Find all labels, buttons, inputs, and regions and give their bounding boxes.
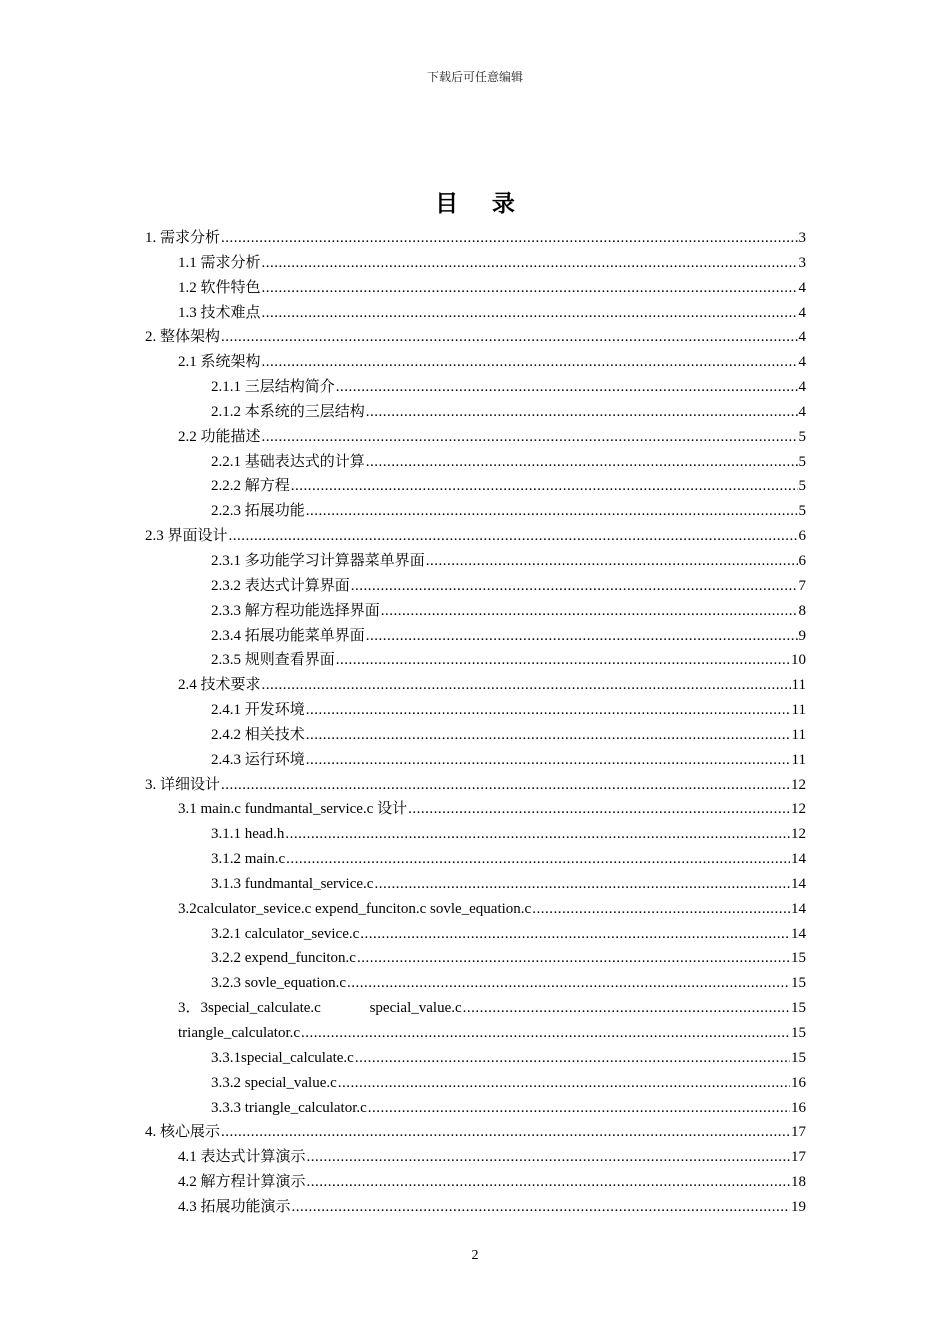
toc-entry-page: 19 [791,1198,806,1215]
toc-entry-page: 11 [791,702,806,719]
toc-entry-page: 11 [791,726,806,743]
toc-entry-page: 14 [791,851,806,868]
toc-entry[interactable] [145,524,806,549]
toc-entry[interactable] [145,922,806,947]
toc-entry[interactable] [145,624,806,649]
toc-leader-dots [306,748,791,773]
toc-entry[interactable] [145,748,806,773]
toc-entry[interactable] [145,1195,806,1220]
toc-leader-dots [532,897,790,922]
toc-entry-page: 6 [798,528,806,545]
toc-entry-title: 3.1.1 head.h [211,826,285,843]
toc-leader-dots [374,872,790,897]
toc-entry-page: 12 [791,826,806,843]
toc-entry-page: 4 [798,329,806,346]
toc-entry-title: 3.3.3 triangle_calculator.c [211,1099,367,1116]
toc-entry[interactable] [145,648,806,673]
toc-entry[interactable] [145,872,806,897]
toc-entry-page: 9 [798,627,806,644]
toc-entry-page: 15 [791,1000,806,1017]
toc-entry-title: 1.3 技术难点 [178,304,261,321]
toc-entry-page: 11 [791,751,806,768]
toc-leader-dots [262,276,798,301]
toc-leader-dots [262,251,798,276]
toc-entry-page: 12 [791,776,806,793]
toc-entry[interactable] [145,1096,806,1121]
toc-leader-dots [336,375,798,400]
toc-entry-title: 3．3special_calculate.c special_value.c [178,1000,462,1017]
toc-entry-title: 4.1 表达式计算演示 [178,1149,306,1166]
toc-entry[interactable] [145,1145,806,1170]
toc-entry-page: 5 [798,503,806,520]
toc-leader-dots [355,1046,790,1071]
toc-entry[interactable] [145,425,806,450]
toc-entry-title: 2.1.2 本系统的三层结构 [211,403,365,420]
toc-entry-page: 14 [791,900,806,917]
toc-leader-dots [366,624,798,649]
toc-entry-page: 4 [798,379,806,396]
page-number: 2 [471,1248,479,1263]
toc-entry-title: 2.3.5 规则查看界面 [211,652,335,669]
toc-leader-dots [368,1096,790,1121]
toc-leader-dots [381,599,798,624]
toc-entry-page: 6 [798,552,806,569]
toc-entry-page: 3 [798,254,806,271]
toc-entry[interactable] [145,599,806,624]
toc-entry-page: 4 [798,403,806,420]
toc-leader-dots [301,1021,790,1046]
toc-entry[interactable] [145,971,806,996]
toc-entry-title: 3. 详细设计 [145,776,221,793]
toc-entry-title: 1. 需求分析 [145,230,221,246]
toc-leader-dots [221,226,797,251]
toc-entry-page: 14 [791,925,806,942]
toc-entry[interactable] [145,400,806,425]
toc-entry[interactable] [145,499,806,524]
toc-entry-title: 2. 整体架构 [145,329,221,346]
toc-entry-page: 4 [798,304,806,321]
toc-entry-page: 11 [791,677,806,694]
toc-leader-dots [307,1145,790,1170]
toc-entry-page: 15 [791,950,806,967]
toc-entry[interactable] [145,1021,806,1046]
toc-leader-dots [286,847,790,872]
toc-entry[interactable] [145,474,806,499]
toc-leader-dots [221,1120,790,1145]
toc-entry-title: 3.2calculator_sevice.c expend_funciton.c sovle_equation.c [178,900,532,917]
toc-leader-dots [221,325,797,350]
toc-entry[interactable] [145,251,806,276]
toc-entry-page: 18 [791,1174,806,1191]
toc-entry[interactable] [145,797,806,822]
toc-entry-title: triangle_calculator.c [178,1025,301,1041]
toc-entry[interactable] [145,673,806,698]
toc-entry-title: 4.2 解方程计算演示 [178,1174,306,1191]
toc-entry[interactable] [145,301,806,326]
toc-entry[interactable] [145,276,806,301]
toc-entry[interactable] [145,350,806,375]
toc-entry-title: 2.3.1 多功能学习计算器菜单界面 [211,552,425,569]
toc-entry-page: 15 [791,1025,806,1041]
toc-leader-dots [357,946,790,971]
toc-leader-dots [221,773,790,798]
toc-entry-title: 2.4.1 开发环境 [211,702,305,719]
toc-entry-page: 16 [791,1074,806,1091]
toc-entry[interactable] [145,946,806,971]
toc-entry-page: 10 [791,652,806,669]
toc-entry[interactable] [145,1120,806,1145]
toc-entry[interactable] [145,698,806,723]
toc-entry-title: 2.4 技术要求 [178,677,261,694]
toc-leader-dots [366,450,798,475]
toc-entry-title: 4. 核心展示 [145,1124,221,1141]
toc-entry[interactable] [145,897,806,922]
toc-entry-title: 2.2 功能描述 [178,428,261,445]
toc-entry[interactable] [145,847,806,872]
toc-entry-page: 4 [798,354,806,371]
toc-entry-page: 8 [798,602,806,619]
toc-entry-title: 2.2.2 解方程 [211,478,290,495]
toc-entry-page: 5 [798,428,806,445]
toc-entry-title: 2.1 系统架构 [178,354,261,371]
toc-entry-title: 1.1 需求分析 [178,254,261,271]
toc-entry[interactable] [145,574,806,599]
toc-entry[interactable] [145,549,806,574]
table-of-contents [145,226,806,1220]
toc-entry-title: 3.1 main.c fundmantal_service.c 设计 [178,801,408,818]
toc-entry-page: 16 [791,1099,806,1116]
toc-entry[interactable] [145,822,806,847]
toc-entry-page: 5 [798,453,806,470]
toc-leader-dots [306,698,791,723]
toc-leader-dots [229,524,798,549]
toc-entry-title: 3.3.2 special_value.c [211,1074,337,1091]
toc-entry-title: 2.3.3 解方程功能选择界面 [211,602,380,619]
toc-entry-title: 2.3.2 表达式计算界面 [211,577,350,594]
toc-entry-title: 3.2.1 calculator_sevice.c [211,925,360,942]
toc-entry-title: 3.2.3 sovle_equation.c [211,975,346,992]
toc-leader-dots [463,996,790,1021]
toc-entry-title: 3.2.2 expend_funciton.c [211,950,356,967]
page-header: 下载后可任意编辑 [426,70,523,84]
toc-entry-page: 12 [791,801,806,818]
toc-leader-dots [338,1071,790,1096]
toc-entry[interactable] [145,375,806,400]
toc-entry-title: 4.3 拓展功能演示 [178,1198,291,1215]
toc-entry-title: 2.3.4 拓展功能菜单界面 [211,627,365,644]
toc-leader-dots [262,350,798,375]
toc-entry-title: 2.2.3 拓展功能 [211,503,305,520]
toc-leader-dots [360,922,790,947]
toc-leader-dots [426,549,798,574]
toc-entry-page: 17 [791,1124,806,1141]
toc-entry-title: 2.4.3 运行环境 [211,751,305,768]
toc-leader-dots [262,301,798,326]
toc-leader-dots [291,474,798,499]
toc-entry-page: 5 [798,478,806,495]
toc-entry[interactable] [145,723,806,748]
toc-leader-dots [347,971,790,996]
toc-entry[interactable] [145,450,806,475]
toc-entry-page: 4 [798,279,806,296]
toc-entry[interactable] [145,325,806,350]
toc-entry-page: 3 [798,230,806,246]
toc-entry-page: 15 [791,1049,806,1066]
toc-entry[interactable] [145,1046,806,1071]
toc-entry-title: 3.3.1special_calculate.c [211,1049,354,1066]
toc-entry-title: 3.1.2 main.c [211,851,286,868]
toc-entry[interactable] [145,1071,806,1096]
toc-leader-dots [366,400,798,425]
toc-leader-dots [262,673,791,698]
toc-entry-title: 1.2 软件特色 [178,279,261,296]
toc-leader-dots [351,574,798,599]
toc-entry-title: 2.4.2 相关技术 [211,726,305,743]
toc-entry-title: 3.1.3 fundmantal_service.c [211,875,374,892]
toc-entry-title: 2.1.1 三层结构简介 [211,379,335,396]
toc-leader-dots [285,822,790,847]
toc-entry-title: 2.2.1 基础表达式的计算 [211,453,365,470]
toc-entry-page: 15 [791,975,806,992]
toc-leader-dots [306,723,791,748]
toc-leader-dots [307,1170,790,1195]
toc-leader-dots [262,425,798,450]
toc-leader-dots [408,797,790,822]
toc-entry-page: 14 [791,875,806,892]
toc-title: 目 录 [435,191,529,216]
toc-entry[interactable] [145,226,806,251]
toc-leader-dots [292,1195,790,1220]
toc-leader-dots [306,499,798,524]
toc-entry-title: 2.3 界面设计 [145,528,228,545]
toc-entry[interactable] [145,1170,806,1195]
toc-entry-page: 7 [798,577,806,594]
toc-entry[interactable] [145,996,806,1021]
toc-entry[interactable] [145,773,806,798]
toc-entry-page: 17 [791,1149,806,1166]
toc-leader-dots [336,648,790,673]
